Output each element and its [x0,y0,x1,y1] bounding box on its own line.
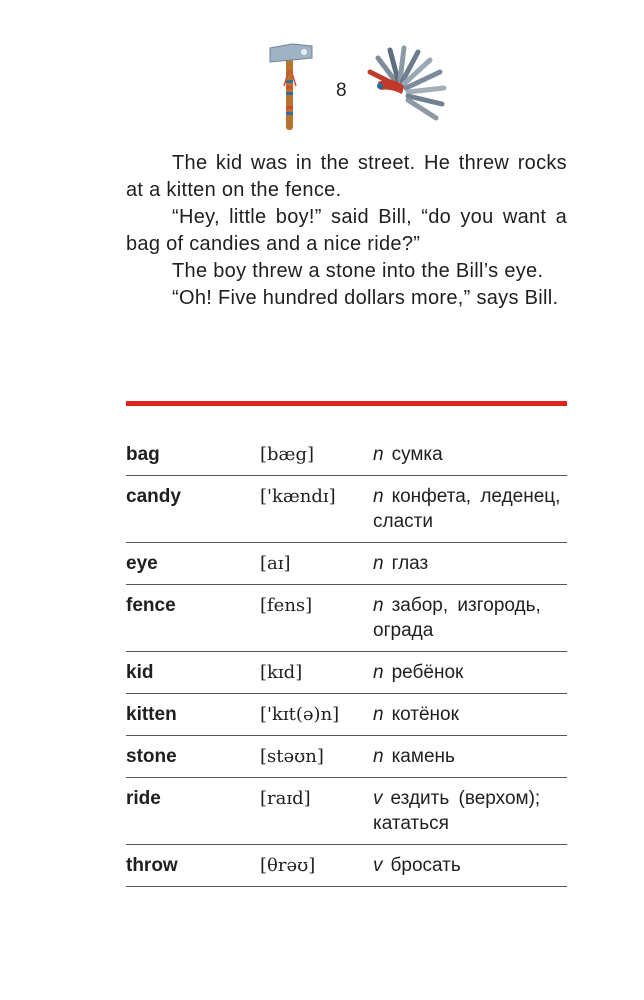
vocab-meaning: конфета, леденец, сласти [373,486,561,532]
vocab-meaning: котёнок [391,704,459,725]
page-number: 8 [336,80,347,101]
vocab-row [126,778,567,845]
vocab-meaning-cell [373,476,567,543]
story-paragraph: “Hey, little boy!” said Bill, “do you want a bag of candies and a nice ride?” [126,206,567,255]
vocab-transcription: [θrəʊ] [260,855,316,876]
vocab-pos: n [373,746,384,767]
vocab-word: ride [126,788,161,809]
vocab-pos: n [373,662,384,683]
vocab-word: kid [126,662,154,683]
vocab-meaning: бросать [390,855,461,876]
vocab-row [126,736,567,778]
vocab-transcription: ['kɪt(ə)n] [260,704,340,725]
vocab-meaning-cell [373,543,567,585]
vocab-row [126,434,567,476]
vocab-meaning-cell [373,778,567,845]
vocabulary-table [126,434,567,887]
page-header [0,40,644,140]
vocab-row [126,845,567,887]
vocab-word: eye [126,553,158,574]
vocab-meaning: камень [391,746,455,767]
vocab-transcription: [raɪd] [260,788,311,809]
vocab-meaning: забор, изгородь, ограда [373,595,541,641]
vocab-row [126,585,567,652]
vocab-transcription: [kɪd] [260,662,303,683]
vocab-pos: n [373,595,384,616]
vocab-meaning: ребёнок [391,662,464,683]
vocab-meaning: глаз [391,553,429,574]
section-divider [126,401,567,406]
vocab-word: stone [126,746,177,767]
vocab-row [126,476,567,543]
vocab-row [126,652,567,694]
vocab-pos: v [373,855,383,876]
vocab-meaning-cell [373,652,567,694]
vocab-word: kitten [126,704,177,725]
vocab-transcription: ['kændɪ] [260,486,336,507]
story-paragraph: The kid was in the street. He threw rocks at a kitten on the fence. [126,152,567,201]
vocab-meaning-cell [373,845,567,887]
vocab-pos: v [373,788,383,809]
vocab-word: fence [126,595,176,616]
vocab-transcription: [aɪ] [260,553,291,574]
vocab-pos: n [373,553,384,574]
vocab-meaning-cell [373,694,567,736]
vocab-word: throw [126,855,178,876]
story-paragraph: The boy threw a stone into the Bill’s eye. [172,260,544,282]
vocab-word: bag [126,444,160,465]
vocab-pos: n [373,486,384,507]
vocab-meaning: сумка [391,444,443,465]
vocab-transcription: [fens] [260,595,313,616]
tomahawk-icon [262,40,322,132]
vocab-transcription: [bæg] [260,444,315,465]
story-paragraph: “Oh! Five hundred dollars more,” says Bill. [172,287,559,309]
story-text [126,150,567,312]
vocab-row [126,543,567,585]
vocab-meaning-cell [373,434,567,476]
headdress-icon [364,42,450,124]
vocab-word: candy [126,486,181,507]
vocab-meaning: ездить (верхом); кататься [373,788,541,834]
vocab-pos: n [373,704,384,725]
vocab-transcription: [stəʊn] [260,746,324,767]
vocab-meaning-cell [373,585,567,652]
vocab-pos: n [373,444,384,465]
vocab-meaning-cell [373,736,567,778]
vocab-row [126,694,567,736]
